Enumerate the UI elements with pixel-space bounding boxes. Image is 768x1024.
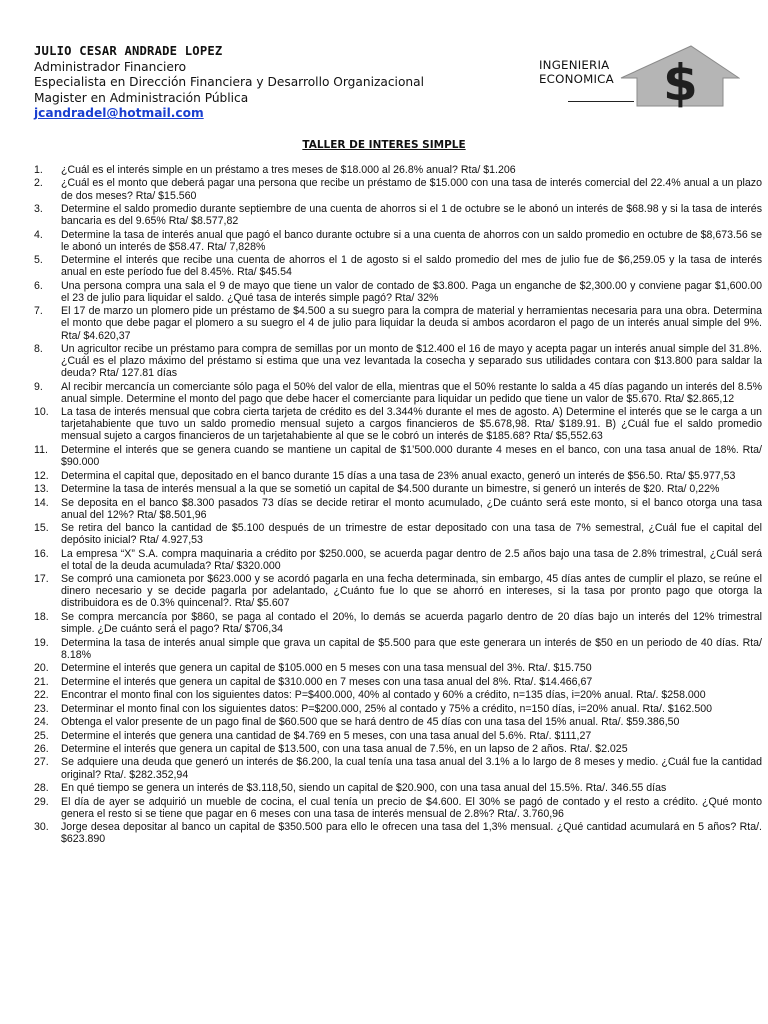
- author-email-link[interactable]: jcandradel@hotmail.com: [34, 106, 204, 121]
- exercise-text: Determine el interés que genera un capital de $310.000 en 7 meses con una tasa anual del 8%. Rta/. $14.466,67: [61, 675, 593, 688]
- exercise-text: Determine la tasa de interés anual que pagó el banco durante octubre si a una cuenta de ahorros con un saldo promedio en octubre de $8,673.56 se le abonó un interés de $58.47. Rta/ 7,828%: [61, 228, 762, 253]
- exercise-number: 3.: [34, 203, 43, 216]
- brand-line-2: ECONOMICA: [539, 72, 614, 86]
- exercise-text: Obtenga el valor presente de un pago final de $60.500 que se hará dentro de 45 días con una tasa del 15% anual. Rta/. $59.386,50: [61, 716, 680, 729]
- exercise-text: Determine el interés que recibe una cuenta de ahorros el 1 de agosto si el saldo promedio del mes de julio fue de $6,259.05 y la tasa de interés anual en este período fue del 8.45%. Rta/ $45.54: [61, 254, 762, 279]
- exercise-number: 15.: [34, 522, 49, 535]
- exercise-text: Determina el capital que, depositado en el banco durante 15 días a una tasa de 23% anual exacto, generó un interés de $56.50. Rta/ $5.977,53: [61, 469, 736, 482]
- exercise-number: 18.: [34, 610, 49, 623]
- exercise-number: 20.: [34, 662, 49, 675]
- exercise-item: [34, 470, 762, 482]
- exercise-number: 27.: [34, 756, 49, 769]
- exercise-number: 8.: [34, 343, 43, 356]
- exercise-number: 17.: [34, 573, 49, 586]
- exercise-number: 1.: [34, 164, 43, 176]
- exercise-text: ¿Cuál es el interés simple en un préstamo a tres meses de $18.000 al 26.8% anual? Rta/ $1.206: [61, 164, 516, 176]
- exercise-text: ¿Cuál es el monto que deberá pagar una persona que recibe un préstamo de $15.000 con una tasa de interés comercial del 22.4% anual a un plazo de dos meses? Rta/ $15.560: [61, 177, 762, 202]
- exercise-number: 21.: [34, 675, 49, 688]
- exercise-number: 25.: [34, 729, 49, 742]
- exercise-number: 5.: [34, 254, 43, 267]
- exercise-number: 7.: [34, 305, 43, 318]
- exercise-text: Se deposita en el banco $8.300 pasados 73 días se decide retirar el monto acumulado, ¿De cuánto será este monto, si el banco otorga una tasa anual del 12%? Rta/ $8.501,96: [61, 496, 762, 521]
- exercise-number: 29.: [34, 795, 49, 808]
- exercise-number: 10.: [34, 406, 49, 419]
- exercise-number: 11.: [34, 443, 48, 456]
- exercise-number: 28.: [34, 782, 49, 795]
- exercise-item: [34, 203, 762, 227]
- exercise-number: 13.: [34, 483, 49, 496]
- exercise-item: [34, 676, 762, 688]
- exercise-item: [34, 716, 762, 728]
- exercise-text: Determine el interés que genera una cantidad de $4.769 en 5 meses, con una tasa anual del 5.6%. Rta/. $111,27: [61, 729, 592, 742]
- exercise-number: 6.: [34, 279, 43, 292]
- exercise-number: 14.: [34, 496, 49, 509]
- exercise-item: [34, 611, 762, 635]
- exercise-text: Determine el interés que se genera cuando se mantiene un capital de $1’500.000 durante 4 meses en el banco, con una tasa anual de 18%. Rta/ $90.000: [61, 443, 762, 469]
- exercise-item: [34, 254, 762, 278]
- exercise-item: [34, 406, 762, 442]
- exercise-text: Al recibir mercancía un comerciante sólo paga el 50% del valor de ella, mientras que el 50% restante lo salda a 45 días pagando un interés del 8.5% anual simple. Determine el monto del pago que debe hacer el comerciante para liquidar un pedido que tiene un valor de $5.670. Rta/ $2.865,12: [61, 380, 762, 405]
- exercise-item: [34, 177, 762, 201]
- exercise-list: [34, 164, 762, 847]
- exercise-number: 19.: [34, 636, 49, 649]
- exercise-item: [34, 280, 762, 304]
- brand-line-1: INGENIERIA: [539, 58, 610, 72]
- exercise-number: 26.: [34, 742, 49, 755]
- exercise-item: [34, 637, 762, 661]
- exercise-text: Una persona compra una sala el 9 de mayo que tiene un valor de contado de $3.800. Paga un enganche de $2,300.00 y conviene pagar $1,600.00 el 23 de julio para liquidar el saldo. ¿Qué tasa de interés simple pagó? Rta/ 32%: [61, 279, 762, 304]
- exercise-number: 22.: [34, 689, 49, 702]
- exercise-item: [34, 703, 762, 715]
- exercise-text: Determine el saldo promedio durante septiembre de una cuenta de ahorros si el 1 de octubre se le abonó un interés de $68.98 y si la tasa de interés bancaria es del 9.65% Rta/ $8.577,82: [61, 203, 762, 228]
- author-name: JULIO CESAR ANDRADE LOPEZ: [34, 44, 223, 58]
- exercise-text: La tasa de interés mensual que cobra cierta tarjeta de crédito es del 3.344% durante el mes de agosto. A) Determine el interés que se le carga a un tarjetahabiente que tuvo un saldo promedio mensual sujeto a cargos financieros de $5.678,98. Rta/ $189.91. B) ¿Cuál fue el saldo promedio mensual sujeto a cargos financieros de un tarjetahabiente al que se le cobró un interés de $185.68? Rta/ $5,552.63: [61, 406, 762, 443]
- exercise-number: 4.: [34, 228, 43, 241]
- exercise-item: [34, 796, 762, 820]
- exercise-text: Se compró una camioneta por $623.000 y se acordó pagarla en una fecha determinada, sin embargo, 45 días antes de cumplir el plazo, se reúne el dinero necesario y se decide pagarla por adelantado, ¿Cuánto fue lo que se ahorró en intereses, si la tasa por pronto pago que otorga la distribuidora es de 0.3% quincenal?. Rta/ $5.607: [61, 573, 762, 610]
- exercise-item: [34, 782, 762, 794]
- exercise-item: [34, 730, 762, 742]
- exercise-number: 16.: [34, 547, 49, 560]
- exercise-item: [34, 381, 762, 405]
- exercise-item: [34, 662, 762, 674]
- exercise-item: [34, 305, 762, 341]
- author-title-3: Magister en Administración Pública: [34, 90, 249, 105]
- exercise-text: Determinar el monto final con los siguientes datos: P=$200.000, 25% al contado y 75% a crédito, n=150 días, i=20% anual. Rta/. $162.500: [61, 702, 713, 715]
- exercise-number: 24.: [34, 716, 49, 729]
- exercise-text: En qué tiempo se genera un interés de $3.118,50, siendo un capital de $20.900, con una tasa anual del 15.5%. Rta/. 346.55 días: [61, 782, 667, 795]
- exercise-item: [34, 483, 762, 495]
- brand-logo: [535, 44, 740, 110]
- exercise-text: Encontrar el monto final con los siguientes datos: P=$400.000, 40% al contado y 60% a crédito, n=135 días, i=20% anual. Rta/. $258.000: [61, 689, 706, 702]
- author-block: [34, 44, 504, 122]
- dollar-sign: $: [663, 54, 698, 110]
- exercise-text: El 17 de marzo un plomero pide un préstamo de $4.500 a su suegro para la compra de material y herramientas necesaria para una obra. Determina el monto que debe pagar el plomero a su suegro el 4 de julio para liquidar la deuda si ambos acordaron el pago de un interés anual simple del 9%. Rta/ $4.620,37: [61, 305, 762, 342]
- exercise-number: 2.: [34, 177, 43, 190]
- exercise-text: Se compra mercancía por $860, se paga al contado el 20%, lo demás se acuerda pagarlo dentro de 20 días bajo un interés del 12% trimestral simple. ¿De cuánto será el pago? Rta/ $706,34: [61, 610, 762, 636]
- exercise-item: [34, 444, 762, 468]
- exercise-item: [34, 689, 762, 701]
- exercise-text: Determine la tasa de interés mensual a la que se sometió un capital de $4.500 durante un bimestre, si generó un interés de $20. Rta/ 0,22%: [61, 483, 720, 496]
- exercise-item: [34, 343, 762, 379]
- exercise-text: Determine el interés que genera un capital de $105.000 en 5 meses con una tasa mensual del 3%. Rta/. $15.750: [61, 662, 592, 675]
- exercise-number: 23.: [34, 702, 49, 715]
- author-title-2: Especialista en Dirección Financiera y Desarrollo Organizacional: [34, 75, 424, 90]
- exercise-text: La empresa “X” S.A. compra maquinaria a crédito por $250.000, se acuerda pagar dentro de 2.5 años bajo una tasa de 2.8% trimestral, ¿Cuál será el total de la deuda acumulada? Rta/ $320.000: [61, 547, 762, 572]
- exercise-item: [34, 229, 762, 253]
- exercise-text: Un agricultor recibe un préstamo para compra de semillas por un monto de $12.400 el 16 de mayo y acepta pagar un interés anual simple del 31.8%. ¿Cuál es el plazo máximo del préstamo si estima que una vez levantada la cosecha y separado sus utilidades contara con $13.800 para saldar la deuda? Rta/ 127.81 días: [61, 343, 762, 380]
- exercise-text: Determina la tasa de interés anual simple que grava un capital de $5.500 para que este generara un interés de $50 en un periodo de 40 días. Rta/ 8.18%: [61, 636, 762, 661]
- exercise-item: [34, 548, 762, 572]
- exercise-item: [34, 164, 762, 176]
- exercise-text: Se retira del banco la cantidad de $5.100 después de un trimestre de estar depositado con una tasa de 7% semestral, ¿Cuál fue el capital del depósito inicial? Rta/ 4.927,53: [61, 522, 762, 547]
- exercise-item: [34, 497, 762, 521]
- exercise-text: Jorge desea depositar al banco un capital de $350.500 para ello le ofrecen una tasa del 1,3% mensual. ¿Qué cantidad acumulará en 5 años? Rta/. $623.890: [61, 821, 762, 846]
- brand-underline: [568, 101, 634, 102]
- brand-label: [539, 58, 614, 86]
- exercise-text: Determine el interés que genera un capital de $13.500, con una tasa anual de 7.5%, en un lapso de 2 años. Rta/. $2.025: [61, 742, 628, 755]
- exercise-item: [34, 743, 762, 755]
- exercise-number: 9.: [34, 380, 43, 393]
- document-title: TALLER DE INTERES SIMPLE: [302, 139, 466, 151]
- exercise-item: [34, 821, 762, 845]
- exercise-text: Se adquiere una deuda que generó un interés de $6.200, la cual tenía una tasa anual del 3.1% a lo largo de 8 meses y medio. ¿Cuál fue la cantidad original? Rta/. $282.352,94: [61, 756, 762, 781]
- exercise-item: [34, 522, 762, 546]
- exercise-text: El día de ayer se adquirió un mueble de cocina, el cual tenía un precio de $4.600. El 30% se pagó de contado y el resto a crédito. ¿Qué monto genera el resto si se tiene que pagar en 6 meses con una tasa de interés mensual de 2.8%? Rta/. 3.760,96: [61, 795, 762, 820]
- exercise-number: 30.: [34, 821, 49, 834]
- exercise-item: [34, 573, 762, 609]
- author-title-1: Administrador Financiero: [34, 59, 187, 74]
- exercise-number: 12.: [34, 469, 49, 482]
- exercise-item: [34, 756, 762, 780]
